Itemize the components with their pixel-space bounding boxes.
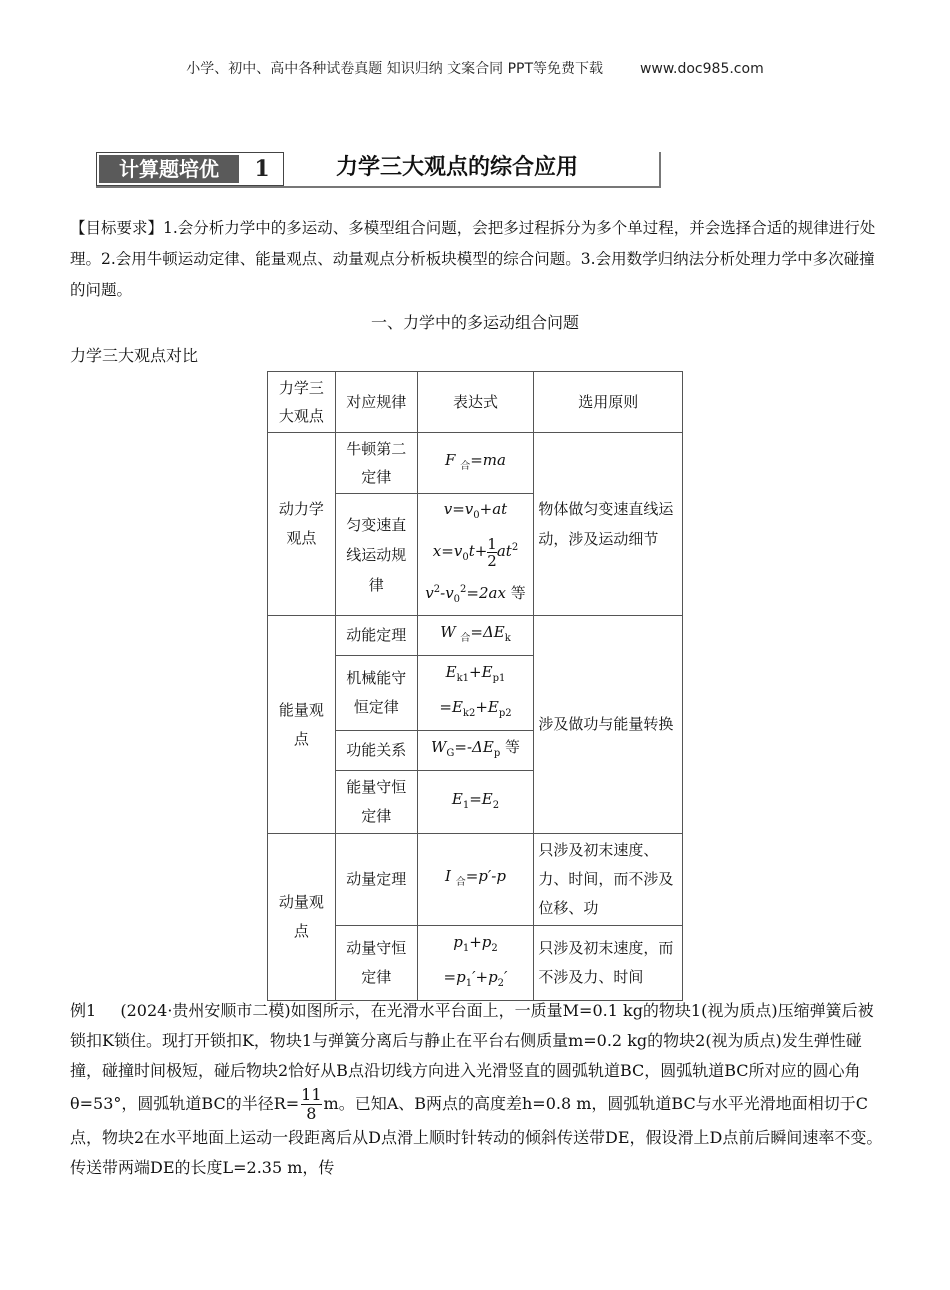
law-cell: 动量守恒定律	[335, 926, 417, 1001]
formula-cell: $E_1=E_2$	[417, 771, 534, 834]
formula-cell: $v=v_0+at$ $x=v_0t+$ $\frac{1}{2}$ $at^2$ $v^2-v_0^2=2ax$ 等	[417, 494, 534, 616]
part-heading: 一、力学中的多运动组合问题	[370, 313, 579, 332]
formula-cell: $W_G=-\Delta E_p$ 等	[417, 731, 534, 771]
section-badge	[96, 152, 284, 186]
title-underline	[96, 186, 661, 188]
example-source: (2024·贵州安顺市二模)	[120, 1001, 291, 1020]
header-cell: 选用原则	[534, 372, 683, 433]
example-text-1: 如图所示，在光滑水平台面上，一质量M=0.1 kg的物块1(视为质点)压缩弹簧后被锁扣K锁住。现打开锁扣K，物块1与弹簧分离后与静止在平台右侧质量m=0.2 kg的物块2(视为质点)发生弹性碰撞，碰撞时间极短，碰后物块2恰好从B点沿切线方向进入光滑竖直的圆弧轨道BC，圆弧轨道BC所对应的圆心角θ=53°，圆弧轨道BC的半径R=	[70, 1001, 874, 1113]
viewpoint-cell: 动量观点	[268, 834, 336, 1001]
principle-cell: 只涉及初末速度，而不涉及力、时间	[534, 926, 683, 1001]
law-cell: 动能定理	[335, 616, 417, 656]
formula-cell: W $_合=\Delta E_k$	[417, 616, 534, 656]
law-cell: 匀变速直线运动规律	[335, 494, 417, 616]
header-promo-text: 小学、初中、高中各种试卷真题 知识归纳 文案合同 PPT等免费下载	[186, 61, 604, 77]
viewpoint-cell: 动力学观点	[268, 433, 336, 616]
table-row	[268, 834, 683, 926]
goals-text: 1.会分析力学中的多运动、多模型组合问题，会把多过程拆分为多个单过程，并会选择合适的规律进行处理。2.会用牛顿运动定律、能量观点、动量观点分析板块模型的综合问题。3.会用数学归纳法分析处理力学中多次碰撞的问题。	[70, 219, 876, 299]
title-right-rule	[659, 152, 661, 188]
law-cell: 机械能守恒定律	[335, 656, 417, 731]
header-site-link[interactable]: www.doc985.com	[639, 61, 764, 77]
header-cell: 表达式	[417, 372, 534, 433]
viewpoint-cell: 能量观点	[268, 616, 336, 834]
example-1	[70, 996, 885, 1183]
fraction-numerator: 11	[301, 1085, 322, 1104]
goals-paragraph	[70, 213, 885, 306]
law-cell: 动量定理	[335, 834, 417, 926]
table-header-row	[268, 372, 683, 433]
formula-cell: $p_1+p_2$ $=p_1'+p_2'$	[417, 926, 534, 1001]
principle-cell: 涉及做功与能量转换	[534, 616, 683, 834]
formula-cell: $E_{k1}+E_{p1}$ $=E_{k2}+E_{p2}$	[417, 656, 534, 731]
formula-cell: F $_合$=ma	[417, 433, 534, 494]
radius-fraction	[301, 1086, 321, 1123]
example-label: 例1	[70, 1001, 97, 1020]
formula-deng: 等	[505, 738, 521, 756]
law-cell: 牛顿第二定律	[335, 433, 417, 494]
table-caption: 力学三大观点对比	[70, 346, 199, 365]
table-row	[268, 433, 683, 494]
fraction-denominator: 8	[306, 1104, 317, 1123]
badge-label: 计算题培优	[99, 155, 239, 183]
principle-cell: 只涉及初末速度、力、时间，而不涉及位移、功	[534, 834, 683, 926]
page-header	[0, 58, 950, 78]
example-text-2: m。已知A、B两点的高度差h=0.8 m，圆弧轨道BC与水平光滑地面相切于C点，物块2在水平地面上运动一段距离后从D点滑上顺时针转动的倾斜传送带DE，假设滑上D点前后瞬间速率不变。传送带两端DE的长度L=2.35 m，传	[70, 1094, 883, 1177]
formula-deng: 等	[510, 584, 526, 602]
header-cell: 对应规律	[335, 372, 417, 433]
table-row	[268, 616, 683, 656]
principle-cell: 物体做匀变速直线运动，涉及运动细节	[534, 433, 683, 616]
law-cell: 功能关系	[335, 731, 417, 771]
section-title-bar	[96, 152, 661, 190]
formula-cell: I $_合$=p′-p	[417, 834, 534, 926]
section-title: 力学三大观点的综合应用	[336, 155, 579, 180]
goals-label: 【目标要求】	[70, 219, 164, 237]
header-cell: 力学三大观点	[268, 372, 336, 433]
badge-number: 1	[254, 156, 270, 182]
law-cell: 能量守恒定律	[335, 771, 417, 834]
comparison-table	[267, 371, 683, 1001]
